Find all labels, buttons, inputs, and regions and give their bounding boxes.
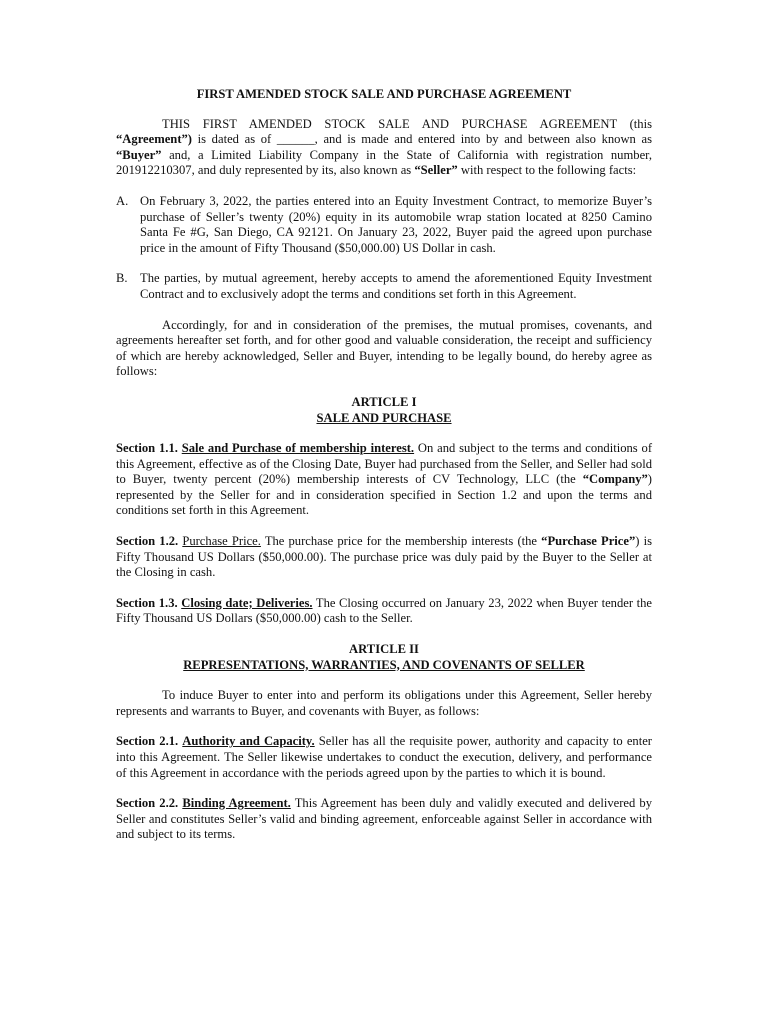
- seller-term: “Seller”: [414, 163, 458, 178]
- recital-label: A.: [116, 193, 129, 208]
- buyer-term: “Buyer”: [116, 147, 162, 162]
- section-text: The purchase price for the membership interests (the: [260, 534, 542, 549]
- section-heading: Sale and Purchase of membership interest.: [181, 441, 415, 456]
- section-text: ) represented by the Seller for and in consideration specified in Section 1.2 and upon the terms and conditions set forth in this Agreement.: [116, 472, 652, 518]
- section-number: Section 1.2.: [116, 534, 179, 549]
- section-number: Section 2.1.: [116, 734, 179, 749]
- document-body: [116, 87, 652, 843]
- section-1-1: [116, 441, 652, 519]
- section-number: Section 1.3.: [116, 595, 178, 610]
- company-term: “Company”: [582, 472, 648, 487]
- section-text: ) is Fifty Thousand US Dollars ($50,000.00). The purchase price was duly paid by the Buyer to the Seller at the Closing in cash.: [116, 534, 652, 580]
- preamble-paragraph: [116, 117, 652, 179]
- section-2-2: [116, 796, 652, 843]
- section-text: On and subject to the terms and conditions of this Agreement, effective as of the Closing Date, Buyer had purchased from the Seller, and Seller had sold to Buyer, twenty percent (20%) membership interests of CV Technology, LLC (the: [116, 441, 653, 487]
- recital-b: [116, 271, 652, 302]
- article-2-title: REPRESENTATIONS, WARRANTIES, AND COVENANTS OF SELLER: [183, 657, 585, 672]
- section-heading: Purchase Price.: [182, 534, 261, 549]
- agreement-term: “Agreement”): [116, 132, 192, 147]
- recital-a: [116, 194, 652, 256]
- section-number: Section 1.1.: [116, 441, 178, 456]
- section-text: The Closing occurred on January 23, 2022 when Buyer tender the Fifty Thousand US Dollars ($50,000.00) cash to the Seller.: [116, 595, 652, 626]
- article-2-heading: ARTICLE II: [349, 642, 419, 657]
- preamble-text-2: is dated as of ______, and is made and entered into by and between also known as: [192, 132, 652, 147]
- accordingly-paragraph: Accordingly, for and in consideration of the premises, the mutual promises, covenants, and agreements hereafter set forth, and for other good and valuable consideration, the receipt and sufficiency of which are hereby acknowledged, Seller and Buyer, intending to be legally bound, do hereby agree as follows:: [116, 317, 652, 379]
- article-1-title: SALE AND PURCHASE: [316, 410, 452, 425]
- recital-text: The parties, by mutual agreement, hereby accepts to amend the aforementioned Equity Investment Contract and to exclusively adopt the terms and conditions set forth in this Agreement.: [140, 271, 652, 301]
- section-text: This Agreement has been duly and validly executed and delivered by Seller and constitutes Seller’s valid and binding agreement, enforceable against Seller in accordance with and subject to its terms.: [116, 796, 652, 842]
- article-2-intro: To induce Buyer to enter into and perform its obligations under this Agreement, Seller hereby represents and warrants to Buyer, and covenants with Buyer, as follows:: [116, 688, 652, 718]
- preamble-text-1: THIS FIRST AMENDED STOCK SALE AND PURCHASE AGREEMENT (this: [162, 116, 652, 131]
- document-title: FIRST AMENDED STOCK SALE AND PURCHASE AGREEMENT: [196, 87, 572, 101]
- section-heading: Authority and Capacity.: [182, 734, 315, 749]
- recital-label: B.: [116, 271, 128, 286]
- purchase-price-term: “Purchase Price”: [541, 534, 636, 549]
- section-number: Section 2.2.: [116, 796, 179, 811]
- section-heading: Closing date; Deliveries.: [181, 595, 313, 610]
- section-2-1: [116, 734, 652, 781]
- preamble-text-3: and, a Limited Liability Company in the State of California with registration number, 201912210307, and duly represented by its, also known as: [116, 147, 652, 178]
- recital-text: On February 3, 2022, the parties entered into an Equity Investment Contract, to memorize Buyer’s purchase of Seller’s twenty (20%) equity in its automobile wrap station located at 8250 Camino Santa Fe #G, San Diego, CA 92121. On January 23, 2022, Buyer paid the agreed upon purchase price in the amount of Fifty Thousand ($50,000.00) US Dollar in cash.: [140, 193, 652, 255]
- preamble-text-4: with respect to the following facts:: [457, 163, 637, 178]
- section-1-3: [116, 596, 652, 627]
- section-heading: Binding Agreement.: [182, 796, 291, 811]
- article-1-heading: ARTICLE I: [351, 394, 417, 409]
- section-text: Seller has all the requisite power, authority and capacity to enter into this Agreement. The Seller likewise undertakes to conduct the execution, delivery, and performance of this Agreement in accordance with the periods agreed upon by the parties to which it is bound.: [116, 734, 652, 780]
- section-1-2: [116, 534, 652, 581]
